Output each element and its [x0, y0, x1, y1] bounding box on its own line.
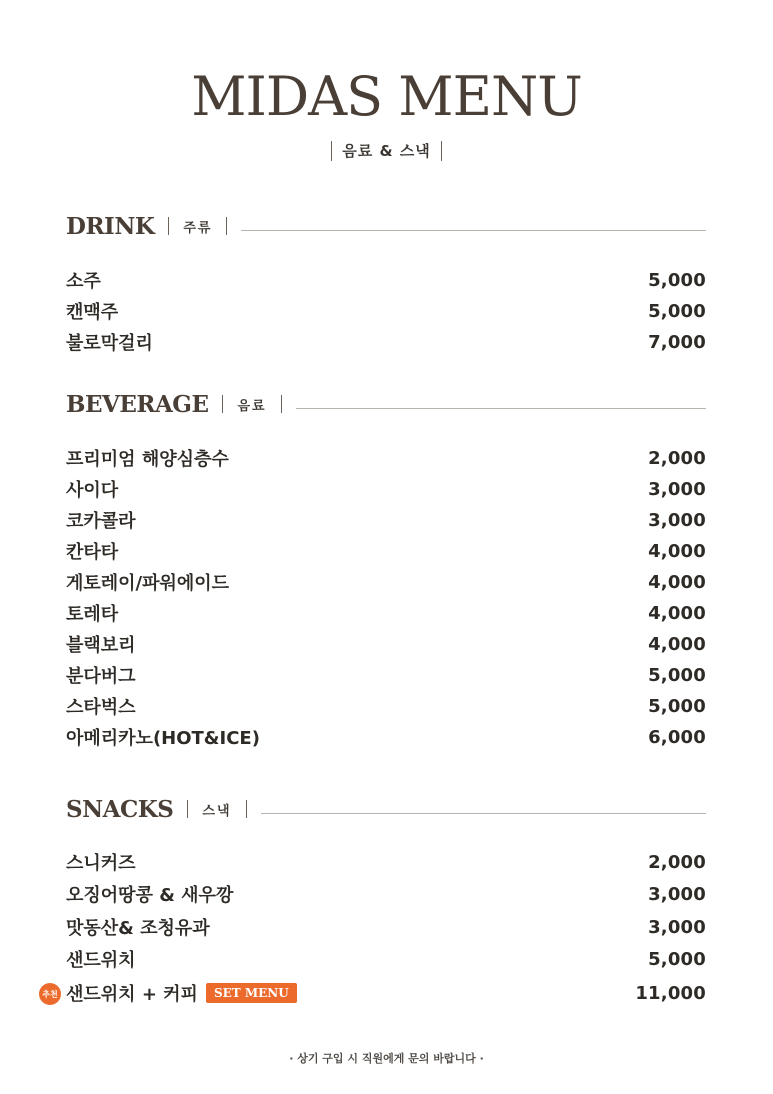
item-price: 5,000: [648, 269, 706, 291]
menu-item: [66, 445, 706, 471]
item-price: 11,000: [635, 982, 706, 1004]
item-price: 5,000: [648, 695, 706, 717]
item-price: 7,000: [648, 331, 706, 353]
item-price: 2,000: [648, 447, 706, 469]
menu-item: [66, 298, 706, 324]
section-header-drink: [66, 211, 706, 241]
item-name: 오징어땅콩 & 새우깡: [66, 885, 234, 906]
item-name: 소주: [66, 271, 101, 292]
item-name: 샌드위치: [66, 950, 136, 971]
menu-item: [66, 631, 706, 657]
menu-item: [66, 881, 706, 907]
item-price: 4,000: [648, 540, 706, 562]
item-name: 프리미엄 해양심층수: [66, 449, 229, 470]
menu-item: [66, 600, 706, 626]
section-header-beverage: [66, 389, 706, 419]
item-name-group: [66, 980, 297, 1006]
recommend-badge: 추천: [39, 983, 61, 1005]
menu-item: [66, 569, 706, 595]
page-title: MIDAS MENU: [191, 65, 582, 128]
item-price: 6,000: [648, 726, 706, 748]
item-name: 블랙보리: [66, 635, 136, 656]
set-menu-badge: SET MENU: [206, 983, 297, 1003]
section-header-snacks: [66, 794, 706, 824]
section-title: DRINK: [66, 212, 155, 240]
item-price: 5,000: [648, 948, 706, 970]
divider: [281, 395, 282, 413]
divider: [441, 141, 442, 161]
divider: [222, 395, 223, 413]
subtitle-text: 음료 & 스낵: [342, 142, 431, 160]
section-rule: [296, 408, 706, 409]
item-name: 사이다: [66, 480, 119, 501]
footer-note: · 상기 구입 시 직원에게 문의 바랍니다 ·: [289, 1052, 484, 1065]
item-price: 5,000: [648, 300, 706, 322]
menu-item: [66, 693, 706, 719]
menu-item: [66, 476, 706, 502]
item-price: 3,000: [648, 478, 706, 500]
divider: [246, 800, 247, 818]
item-price: 3,000: [648, 509, 706, 531]
item-name: 맛동산& 조청유과: [66, 918, 210, 939]
item-price: 5,000: [648, 664, 706, 686]
menu-item: [66, 329, 706, 355]
divider: [226, 217, 227, 235]
item-name: 스니커즈: [66, 853, 136, 874]
menu-item: [66, 507, 706, 533]
item-name: 아메리카노(HOT&ICE): [66, 728, 260, 749]
section-title: BEVERAGE: [66, 390, 209, 418]
item-price: 3,000: [648, 883, 706, 905]
menu-item: [66, 267, 706, 293]
menu-item-set: [66, 980, 706, 1006]
item-price: 2,000: [648, 851, 706, 873]
divider: [187, 800, 188, 818]
section-subtitle: 음료: [237, 398, 267, 414]
section-subtitle: 주류: [183, 220, 213, 236]
item-name: 불로막걸리: [66, 333, 153, 354]
menu-item: [66, 724, 706, 750]
section-rule: [261, 813, 706, 814]
section-subtitle: 스낵: [202, 803, 232, 819]
item-price: 4,000: [648, 571, 706, 593]
divider: [331, 141, 332, 161]
item-price: 3,000: [648, 916, 706, 938]
item-name: 분다버그: [66, 666, 136, 687]
menu-item: [66, 946, 706, 972]
section-rule: [241, 230, 706, 231]
item-name: 샌드위치 + 커피: [66, 984, 198, 1005]
page-subtitle: [0, 140, 773, 161]
menu-item: [66, 849, 706, 875]
item-name: 게토레이/파워에이드: [66, 573, 230, 594]
item-name: 캔맥주: [66, 302, 119, 323]
item-price: 4,000: [648, 633, 706, 655]
menu-item: [66, 538, 706, 564]
item-name: 코카콜라: [66, 511, 136, 532]
section-title: SNACKS: [66, 795, 174, 823]
item-name: 칸타타: [66, 542, 119, 563]
item-name: 스타벅스: [66, 697, 136, 718]
menu-item: [66, 914, 706, 940]
item-name: 토레타: [66, 604, 119, 625]
divider: [168, 217, 169, 235]
menu-item: [66, 662, 706, 688]
item-price: 4,000: [648, 602, 706, 624]
